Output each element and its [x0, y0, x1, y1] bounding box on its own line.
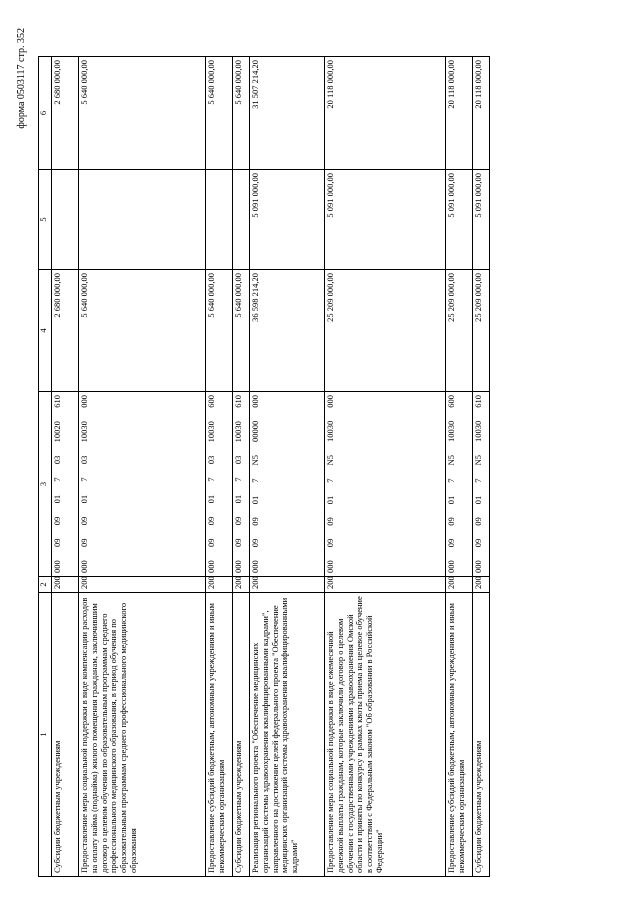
approved-amount-cell: 5 640 000,00: [79, 270, 206, 392]
table-row: [473, 57, 490, 877]
code-segment: 7: [325, 478, 335, 483]
header-cell: 5: [39, 170, 52, 270]
approved-amount-cell: 2 680 000,00: [52, 270, 79, 392]
code-segment: N5: [446, 455, 456, 466]
code-segment: 10020: [52, 421, 62, 443]
code-segment: 610: [52, 395, 62, 408]
code-segment: 09: [233, 516, 243, 526]
code-segment: 7: [79, 477, 89, 482]
header-cell: 4: [39, 270, 52, 392]
code-segment: 03: [233, 455, 243, 465]
approved-amount-cell: 36 598 214,20: [250, 270, 325, 392]
code-segment: 10030: [233, 421, 243, 443]
code-segment: 09: [446, 538, 456, 548]
code-segment: 10030: [325, 420, 335, 443]
remaining-amount-cell: 20 118 000,00: [325, 57, 446, 170]
executed-amount-cell: 5 091 000,00: [250, 170, 325, 270]
line-code-cell: 200: [473, 577, 490, 593]
code-segment: 09: [52, 538, 62, 547]
table-row: [325, 57, 446, 877]
budget-code: [474, 395, 484, 573]
executed-amount-cell: [79, 170, 206, 270]
code-segment: 10030: [446, 420, 456, 443]
budget-code: [447, 395, 457, 573]
code-segment: 000: [206, 560, 216, 573]
code-segment: 09: [52, 516, 62, 526]
row-name-cell: Субсидии бюджетным учреждениям: [233, 593, 250, 877]
code-segment: 000: [250, 395, 260, 408]
code-segment: 000: [473, 560, 483, 573]
executed-amount-cell: [233, 170, 250, 270]
code-segment: 000: [325, 395, 335, 408]
line-code-cell: 200: [325, 577, 446, 593]
code-segment: 09: [233, 538, 243, 547]
remaining-amount-cell: 5 640 000,00: [233, 57, 250, 170]
executed-amount-cell: 5 091 000,00: [473, 170, 490, 270]
remaining-amount-cell: 5 640 000,00: [206, 57, 233, 170]
budget-code-cell: [79, 392, 206, 577]
budget-table: [38, 56, 490, 877]
line-code-cell: 200: [52, 577, 79, 593]
code-segment: 01: [52, 494, 62, 504]
code-segment: 03: [52, 455, 62, 465]
header-cell: 6: [39, 57, 52, 170]
line-code-cell: 200: [79, 577, 206, 593]
code-segment: 01: [250, 495, 260, 505]
code-segment: 01: [206, 494, 216, 504]
budget-code: [207, 395, 217, 573]
approved-amount-cell: 5 640 000,00: [206, 270, 233, 392]
approved-amount-cell: 25 209 000,00: [473, 270, 490, 392]
table-row: [446, 57, 473, 877]
code-segment: N5: [473, 455, 483, 466]
code-segment: 03: [206, 455, 216, 465]
table-row: [79, 57, 206, 877]
code-segment: 03: [79, 455, 89, 465]
code-segment: 000: [233, 560, 243, 573]
budget-code-cell: [52, 392, 79, 577]
code-segment: 7: [206, 477, 216, 482]
row-name-cell: Предоставление субсидий бюджетным, автономным учреждениям и иным некоммерческим организациям: [206, 593, 233, 877]
row-name-cell: Предоставление меры социальной поддержки в виде компенсации расходов на оплату найма (поднайма) жилого помещения гражданам, заключившим договор о целевом обучении по образовательным программам среднего профессионального медицинского образования, в период обучения по образовательным программам среднего профессионального медицинского образования: [79, 593, 206, 877]
code-segment: 7: [473, 478, 483, 483]
code-segment: 000: [79, 395, 89, 408]
table-row: [250, 57, 325, 877]
budget-code-cell: [206, 392, 233, 577]
line-code-cell: 200: [446, 577, 473, 593]
form-label: форма 0503117 стр. 352: [16, 28, 27, 129]
code-segment: 7: [446, 478, 456, 483]
table-header-row: [39, 57, 52, 877]
table-row: [233, 57, 250, 877]
row-name-cell: Предоставление субсидий бюджетным, автономным учреждениям и иным некоммерческим организациям: [446, 593, 473, 877]
executed-amount-cell: [206, 170, 233, 270]
header-cell: 1: [39, 593, 52, 877]
code-segment: 10030: [473, 420, 483, 443]
code-segment: 09: [473, 538, 483, 548]
code-segment: 10030: [206, 421, 216, 443]
code-segment: 09: [79, 538, 89, 547]
code-segment: 09: [446, 517, 456, 526]
code-segment: 7: [233, 477, 243, 482]
header-cell: 3: [39, 392, 52, 577]
approved-amount-cell: 25 209 000,00: [446, 270, 473, 392]
code-segment: 09: [473, 517, 483, 526]
code-segment: 7: [250, 478, 260, 483]
line-code-cell: 200: [206, 577, 233, 593]
code-segment: N5: [325, 455, 335, 466]
code-segment: 09: [79, 516, 89, 526]
code-segment: 09: [250, 538, 260, 548]
code-segment: 600: [206, 395, 216, 408]
code-segment: 09: [206, 516, 216, 526]
code-segment: 000: [250, 560, 260, 573]
budget-code: [326, 395, 336, 573]
table-row: [52, 57, 79, 877]
executed-amount-cell: 5 091 000,00: [446, 170, 473, 270]
budget-code: [251, 395, 261, 573]
budget-code: [80, 395, 90, 573]
row-name-cell: Реализация регионального проекта "Обеспечение медицинских организаций системы здравоохранения квалифицированными кадрами", направленного на достижение целей федерального проекта "Обеспечение медицинских организаций системы здравоохранения квалифицированными кадрами": [250, 593, 325, 877]
code-segment: 000: [52, 560, 62, 573]
code-segment: 600: [446, 395, 456, 408]
code-segment: 01: [446, 495, 456, 505]
remaining-amount-cell: 20 118 000,00: [473, 57, 490, 170]
budget-code-cell: [446, 392, 473, 577]
code-segment: N5: [250, 455, 260, 466]
code-segment: 09: [325, 517, 335, 526]
code-segment: 09: [325, 538, 335, 548]
budget-code-cell: [250, 392, 325, 577]
remaining-amount-cell: 5 640 000,00: [79, 57, 206, 170]
remaining-amount-cell: 31 507 214,20: [250, 57, 325, 170]
code-segment: 09: [206, 538, 216, 547]
code-segment: 7: [52, 477, 62, 482]
code-segment: 000: [446, 560, 456, 573]
code-segment: 01: [233, 494, 243, 504]
approved-amount-cell: 5 640 000,00: [233, 270, 250, 392]
table-row: [206, 57, 233, 877]
code-segment: 000: [79, 560, 89, 573]
remaining-amount-cell: 2 680 000,00: [52, 57, 79, 170]
row-name-cell: Предоставление меры социальной поддержки в виде ежемесячной денежной выплаты гражданам, которые заключили договор о целевом обучении с государственными учреждениями здравоохранения Омской области и приняты по конкурсу в рамках квоты приема на целевое обучение в соответствии с Федеральным законом "Об образовании в Российской Федерации": [325, 593, 446, 877]
line-code-cell: 200: [233, 577, 250, 593]
remaining-amount-cell: 20 118 000,00: [446, 57, 473, 170]
code-segment: 00000: [250, 420, 260, 443]
code-segment: 10030: [79, 421, 89, 443]
code-segment: 01: [325, 495, 335, 505]
budget-code-cell: [325, 392, 446, 577]
code-segment: 01: [473, 495, 483, 505]
row-name-cell: Субсидии бюджетным учреждениям: [52, 593, 79, 877]
code-segment: 000: [325, 560, 335, 573]
budget-code-cell: [233, 392, 250, 577]
code-segment: 610: [473, 395, 483, 408]
row-name-cell: Субсидии бюджетным учреждениям: [473, 593, 490, 877]
line-code-cell: 200: [250, 577, 325, 593]
code-segment: 610: [233, 395, 243, 408]
executed-amount-cell: 5 091 000,00: [325, 170, 446, 270]
approved-amount-cell: 25 209 000,00: [325, 270, 446, 392]
budget-code-cell: [473, 392, 490, 577]
budget-code: [234, 395, 244, 573]
code-segment: 01: [79, 494, 89, 504]
budget-code: [53, 395, 63, 573]
code-segment: 09: [250, 517, 260, 526]
header-cell: 2: [39, 577, 52, 593]
executed-amount-cell: [52, 170, 79, 270]
